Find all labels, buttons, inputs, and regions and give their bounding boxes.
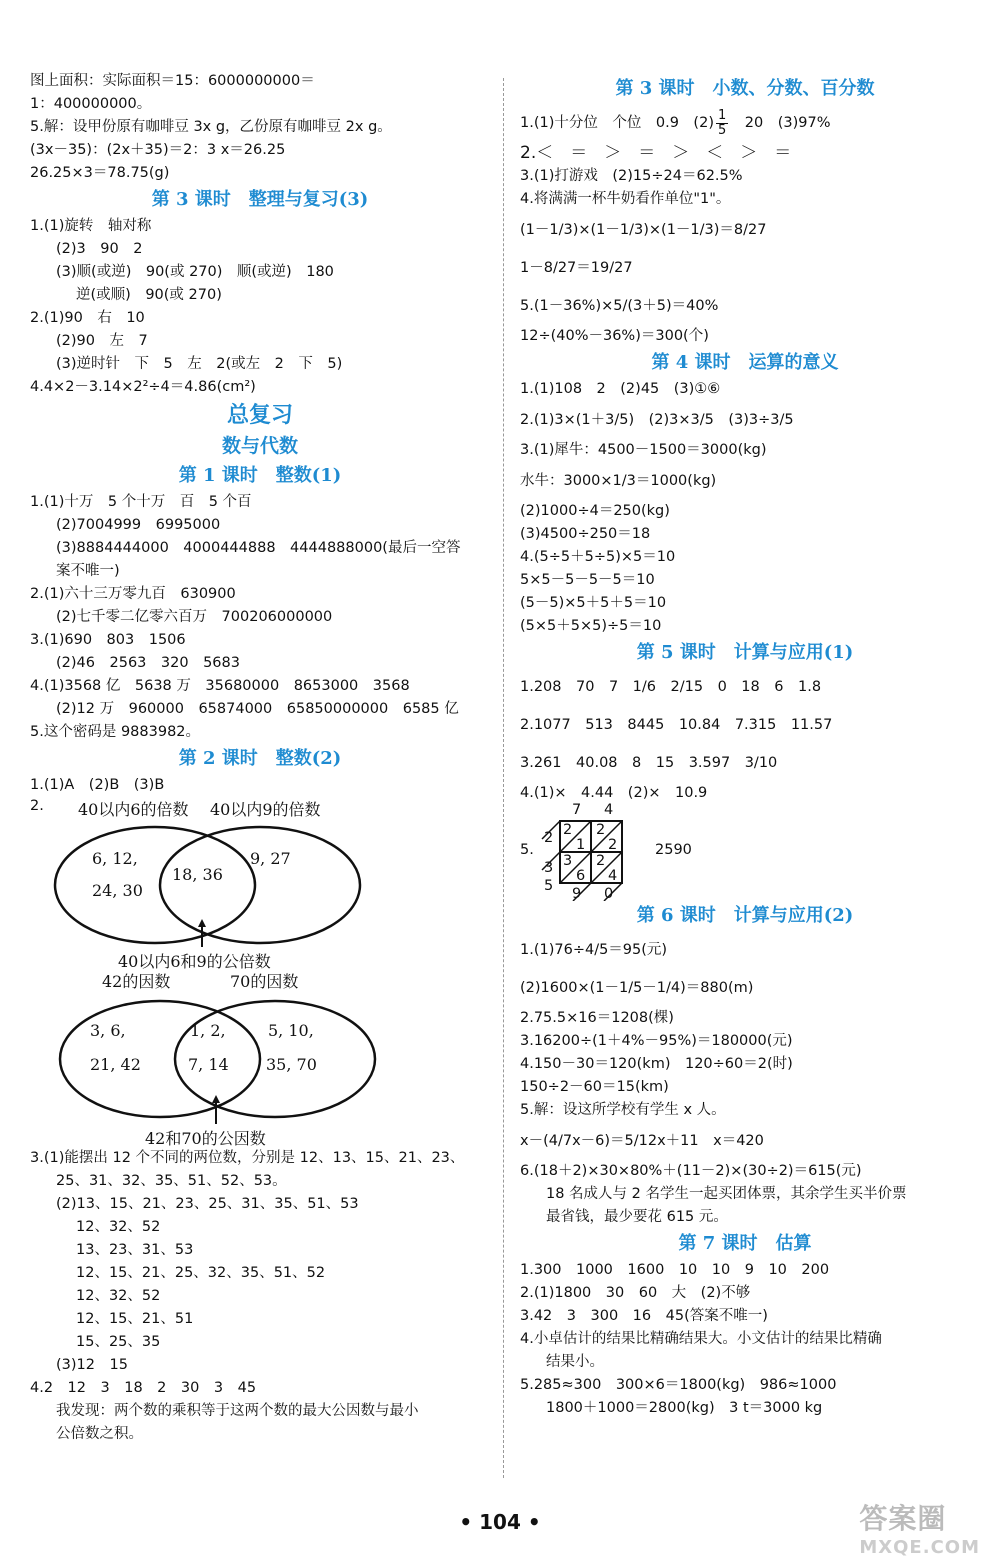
column-divider — [503, 78, 505, 1478]
text-line: (2)90 左 7 — [56, 333, 148, 349]
grid-result: 2590 — [655, 842, 692, 858]
text-line: 5.解：设这所学校有学生 x 人。 — [520, 1102, 726, 1118]
venn-right-region: 9, 27 — [250, 849, 291, 868]
text-line: 2.(1)90 右 10 — [30, 310, 145, 326]
text-line: 5×5－5－5－5＝10 — [520, 572, 655, 588]
text-line: 1.(1)旋转 轴对称 — [30, 218, 152, 234]
watermark-main: 答案圈 — [859, 1502, 947, 1535]
venn-right-region-b: 35, 70 — [266, 1055, 317, 1074]
text-line: 1.(1)108 2 (2)45 (3)①⑥ — [520, 381, 721, 397]
text-line: 1－8/27＝19/27 — [520, 260, 633, 276]
venn-right-label: 40以内9的倍数 — [210, 800, 321, 819]
denominator: 5 — [717, 122, 727, 138]
grid-cell: 2 — [608, 837, 618, 853]
venn-left-label: 40以内6的倍数 — [78, 800, 189, 819]
question-number: 2. — [30, 798, 44, 814]
text-line: (3)12 15 — [56, 1357, 128, 1373]
text-line: 3.(1)690 803 1506 — [30, 632, 186, 648]
text-line: 4.4×2－3.14×2²÷4＝4.86(cm²) — [30, 379, 256, 395]
grid-cell: 2 — [563, 822, 573, 838]
text-line: 26.25×3＝78.75(g) — [30, 165, 170, 181]
text-line: (1－1/3)×(1－1/3)×(1－1/3)＝8/27 — [520, 222, 767, 238]
grid-bottom-digit: 9 — [572, 886, 582, 902]
right-column — [520, 70, 970, 1420]
venn-center-region: 18, 36 — [172, 865, 223, 884]
venn-right-region-a: 5, 10, — [268, 1021, 314, 1040]
lattice-question — [520, 802, 970, 902]
text-line: 案不唯一) — [56, 563, 120, 579]
text-line: 2.1077 513 8445 10.84 7.315 11.57 — [520, 717, 833, 733]
text-line: 12、15、21、25、32、35、51、52 — [76, 1265, 326, 1281]
grid-cell: 4 — [608, 868, 618, 884]
venn-bottom-label: 42和70的公因数 — [145, 1129, 266, 1148]
watermark-logo — [859, 1497, 980, 1558]
venn-left-region-a: 6, 12, — [92, 849, 138, 868]
text-line: 150÷2－60＝15(km) — [520, 1079, 669, 1095]
left-column — [30, 70, 490, 1446]
text-line: 1800＋1000＝2800(kg) 3 t＝3000 kg — [546, 1400, 823, 1416]
grid-left-digit: 3 — [544, 860, 554, 876]
venn-right-label: 70的因数 — [230, 972, 299, 991]
text-line: (3)顺(或逆) 90(或 270) 顺(或逆) 180 — [56, 264, 334, 280]
text-line: 13、23、31、53 — [76, 1242, 194, 1258]
text-line: (2)3 90 2 — [56, 241, 143, 257]
text-line: 3.(1)能摆出 12 个不同的两位数，分别是 12、13、15、21、23、 — [30, 1150, 465, 1166]
lesson-title: 第 3 课时 小数、分数、百分数 — [615, 78, 875, 99]
review-title: 总复习 — [226, 402, 293, 428]
text-line: 5.解：设甲份原有咖啡豆 3x g，乙份原有咖啡豆 2x g。 — [30, 119, 392, 135]
text-line: 12÷(40%－36%)＝300(个) — [520, 328, 709, 344]
grid-left-digit: 5 — [544, 878, 554, 894]
text-line: 4.(5÷5＋5÷5)×5＝10 — [520, 549, 676, 565]
text-line: 4.小卓估计的结果比精确结果大。小文估计的结果比精确 — [520, 1331, 882, 1347]
text-line: 3.(1)打游戏 (2)15÷24＝62.5% — [520, 168, 743, 184]
fraction — [716, 109, 728, 138]
text-line: 2.(1)3×(1＋3/5) (2)3×3/5 (3)3÷3/5 — [520, 412, 794, 428]
page-number: • 104 • — [459, 1510, 541, 1534]
text-line: x－(4/7x－6)＝5/12x＋11 x＝420 — [520, 1133, 764, 1149]
text-line: 公倍数之积。 — [56, 1426, 143, 1442]
text-line: 1.(1)76÷4/5＝95(元) — [520, 942, 668, 958]
lesson-title: 第 5 课时 计算与应用(1) — [636, 642, 854, 663]
question-number: 5. — [520, 842, 534, 858]
grid-cell: 3 — [563, 853, 573, 869]
venn-left-label: 42的因数 — [102, 972, 171, 991]
grid-cell: 2 — [596, 853, 606, 869]
text-line: 4.(1)3568 亿 5638 万 35680000 8653000 3568 — [30, 678, 410, 694]
text-line: (3)逆时针 下 5 左 2(或左 2 下 5) — [56, 356, 343, 372]
text-line: 1：400000000。 — [30, 96, 152, 112]
grid-cell: 6 — [576, 868, 586, 884]
text-line: 12、32、52 — [76, 1288, 161, 1304]
grid-cell: 2 — [596, 822, 606, 838]
text-line: 图上面积：实际面积＝15：6000000000＝ — [30, 73, 315, 89]
text-line: (2)12 万 960000 65874000 65850000000 6585 亿 — [56, 701, 459, 717]
text-line: 1.300 1000 1600 10 10 9 10 200 — [520, 1262, 830, 1278]
text-line: 12、15、21、51 — [76, 1311, 194, 1327]
text-line: 4.150－30＝120(km) 120÷60＝2(时) — [520, 1056, 793, 1072]
text-line: (2)1000÷4＝250(kg) — [520, 503, 670, 519]
text-line: 18 名成人与 2 名学生一起买团体票，其余学生买半价票 — [546, 1186, 907, 1202]
venn-center-region-b: 7, 14 — [188, 1055, 229, 1074]
venn-left-region-a: 3, 6, — [90, 1021, 126, 1040]
venn-bottom-label: 40以内6和9的公倍数 — [118, 952, 271, 971]
grid-cell: 1 — [576, 837, 586, 853]
text-line: 逆(或顺) 90(或 270) — [76, 287, 222, 303]
grid-top-digit: 4 — [604, 802, 614, 818]
text-line: 25、31、32、35、51、52、53。 — [56, 1173, 287, 1189]
watermark-sub: MXQE.COM — [859, 1537, 980, 1558]
numerator: 1 — [717, 107, 727, 123]
text-segment: 1.(1)十分位 个位 0.9 (2) — [520, 115, 714, 131]
text-line: 2.75.5×16＝1208(棵) — [520, 1010, 674, 1026]
text-line: (3x－35)：(2x＋35)＝2：3 x＝26.25 — [30, 142, 286, 158]
text-line: 2.(1)六十三万零九百 630900 — [30, 586, 236, 602]
text-line: 4.(1)× 4.44 (2)× 10.9 — [520, 785, 708, 801]
text-line: (5－5)×5＋5＋5＝10 — [520, 595, 667, 611]
lesson-title: 第 4 课时 运算的意义 — [651, 352, 839, 373]
text-line: 3.261 40.08 8 15 3.597 3/10 — [520, 755, 778, 771]
text-line: 最省钱，最少要花 615 元。 — [546, 1209, 728, 1225]
venn-left-region-b: 21, 42 — [90, 1055, 141, 1074]
lesson-title: 第 1 课时 整数(1) — [178, 465, 342, 486]
text-line: (3)8884444000 4000444888 4444888000(最后一空答 — [56, 540, 461, 556]
text-line: 3.42 3 300 16 45(答案不唯一) — [520, 1308, 768, 1324]
lattice-grid — [538, 805, 648, 901]
text-line: 结果小。 — [546, 1354, 604, 1370]
text-segment: 20 (3)97% — [730, 115, 831, 131]
text-line: 4.将满满一杯牛奶看作单位"1"。 — [520, 191, 731, 207]
numalg-title: 数与代数 — [221, 435, 298, 457]
text-line: 2.＜ ＝ ＞ ＝ ＞ ＜ ＞ ＝ — [520, 143, 792, 163]
text-line: 1.(1)A (2)B (3)B — [30, 777, 165, 793]
text-line: 5.(1－36%)×5/(3＋5)＝40% — [520, 298, 719, 314]
lesson-title: 第 2 课时 整数(2) — [178, 748, 342, 769]
text-line: (2)7004999 6995000 — [56, 517, 221, 533]
text-line: (2)七千零二亿零六百万 700206000000 — [56, 609, 333, 625]
text-line: 1.208 70 7 1/6 2/15 0 18 6 1.8 — [520, 679, 822, 695]
venn-diagram-multiples — [30, 797, 490, 969]
lesson-title: 第 7 课时 估算 — [678, 1233, 812, 1254]
text-line: 3.16200÷(1＋4%－95%)＝180000(元) — [520, 1033, 793, 1049]
text-line: 5.这个密码是 9883982。 — [30, 724, 201, 740]
text-line: 6.(18＋2)×30×80%＋(11－2)×(30÷2)＝615(元) — [520, 1163, 862, 1179]
text-line: 12、32、52 — [76, 1219, 161, 1235]
text-line: (3)4500÷250＝18 — [520, 526, 651, 542]
venn-diagram-factors — [30, 969, 490, 1147]
grid-top-digit: 7 — [572, 802, 582, 818]
text-line: 3.(1)犀牛：4500－1500＝3000(kg) — [520, 442, 767, 458]
text-line: (2)46 2563 320 5683 — [56, 655, 240, 671]
text-line: 我发现：两个数的乘积等于这两个数的最大公因数与最小 — [56, 1403, 419, 1419]
text-line: (2)1600×(1－1/5－1/4)＝880(m) — [520, 980, 754, 996]
text-line: 4.2 12 3 18 2 30 3 45 — [30, 1380, 257, 1396]
section-title: 第 3 课时 整理与复习(3) — [151, 189, 369, 210]
text-line — [520, 104, 970, 142]
grid-bottom-digit: 0 — [604, 886, 614, 902]
lesson-title: 第 6 课时 计算与应用(2) — [636, 905, 854, 926]
venn-center-region-a: 1, 2, — [190, 1021, 226, 1040]
text-line: 水牛：3000×1/3＝1000(kg) — [520, 473, 717, 489]
grid-left-digit: 2 — [544, 830, 554, 846]
text-line: (5×5＋5×5)÷5＝10 — [520, 618, 662, 634]
text-line: 15、25、35 — [76, 1334, 161, 1350]
venn-left-region-b: 24, 30 — [92, 881, 143, 900]
text-line: 1.(1)十万 5 个十万 百 5 个百 — [30, 494, 252, 510]
text-line: (2)13、15、21、23、25、31、35、51、53 — [56, 1196, 359, 1212]
text-line: 2.(1)1800 30 60 大 (2)不够 — [520, 1285, 751, 1301]
text-line: 5.285≈300 300×6＝1800(kg) 986≈1000 — [520, 1377, 837, 1393]
